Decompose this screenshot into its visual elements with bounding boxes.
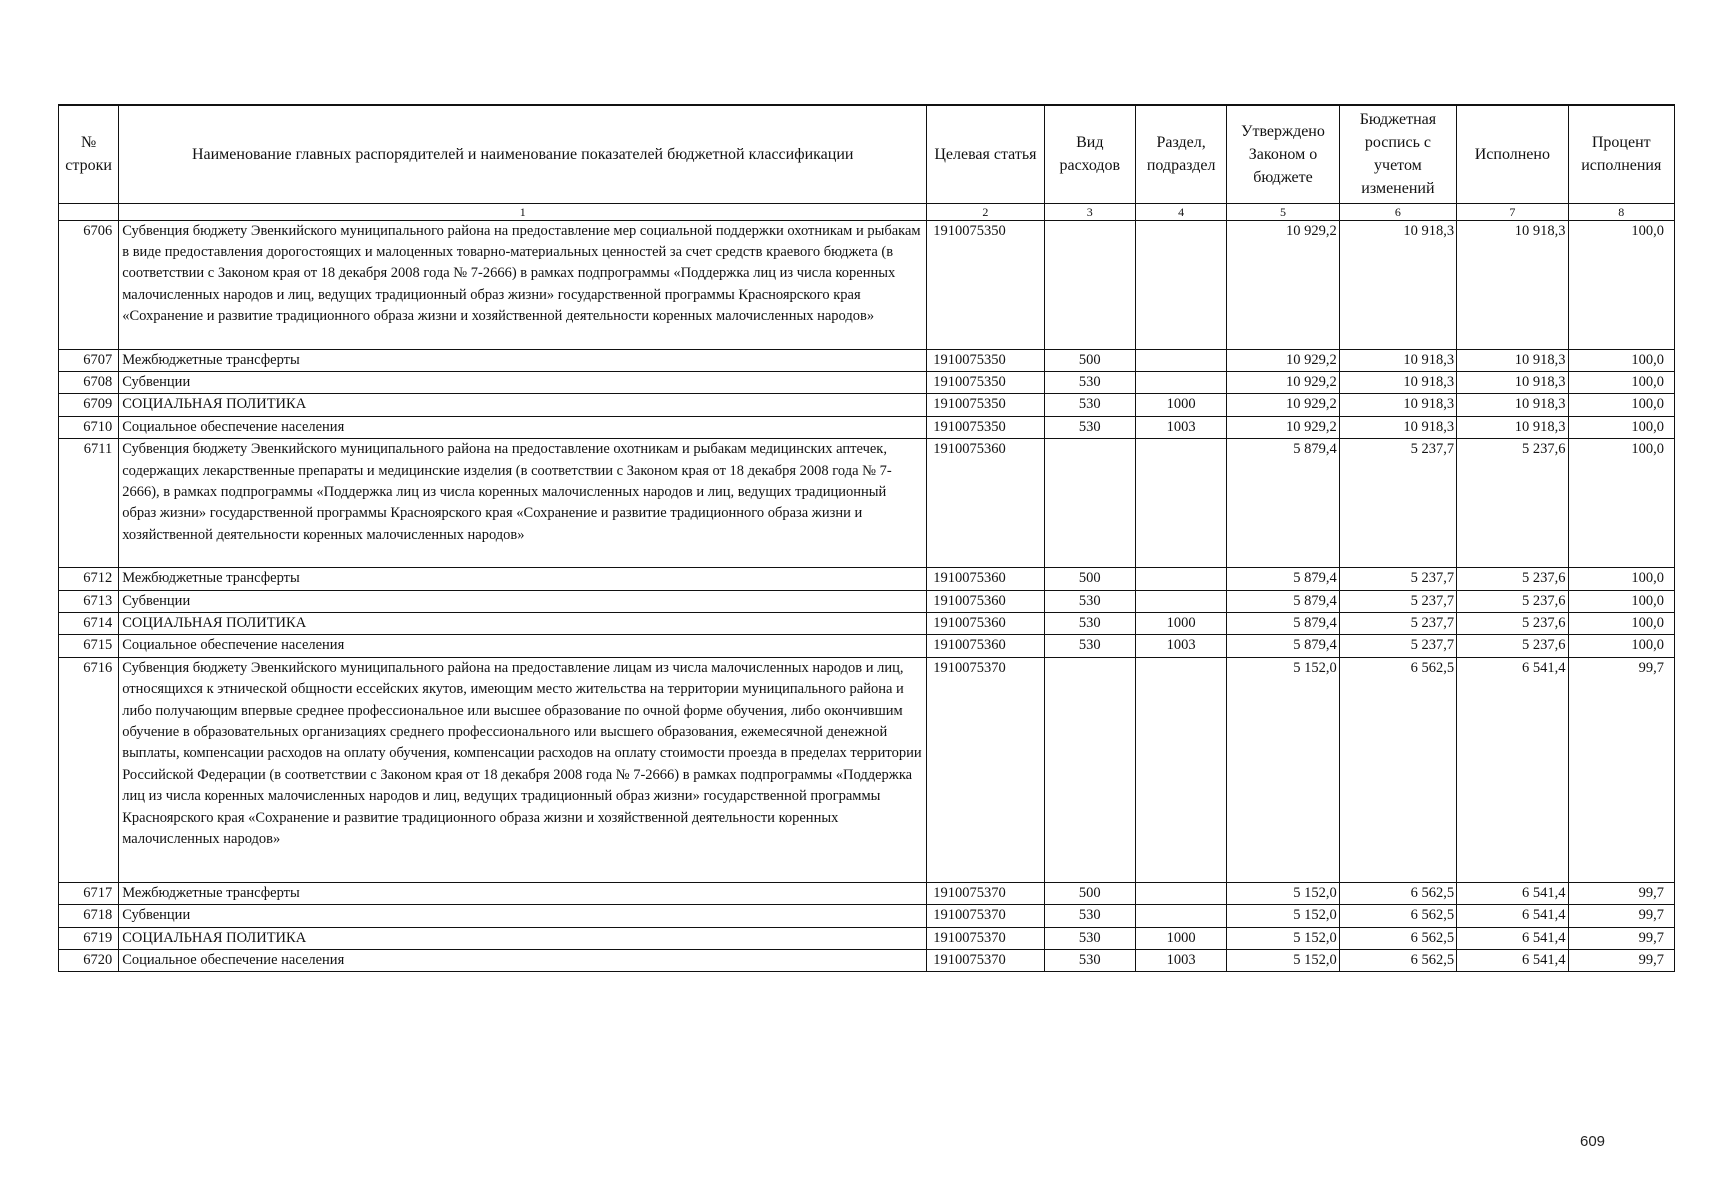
execution-percent: 100,0 (1568, 220, 1674, 349)
target-article-code: 1910075370 (927, 927, 1044, 949)
table-row (59, 927, 1675, 949)
approved-amount: 5 879,4 (1227, 590, 1339, 612)
approved-amount: 10 929,2 (1227, 349, 1339, 371)
row-name: Социальное обеспечение населения (119, 416, 927, 438)
expense-type: 530 (1044, 905, 1135, 927)
executed-amount: 10 918,3 (1457, 371, 1568, 393)
approved-amount: 5 879,4 (1227, 635, 1339, 657)
expense-type: 530 (1044, 394, 1135, 416)
executed-amount: 6 541,4 (1457, 905, 1568, 927)
table-row (59, 439, 1675, 568)
budget-list-amount: 10 918,3 (1339, 220, 1456, 349)
table-row (59, 568, 1675, 590)
column-index: 3 (1044, 203, 1135, 220)
target-article-code: 1910075350 (927, 394, 1044, 416)
column-index: 7 (1457, 203, 1568, 220)
row-name: СОЦИАЛЬНАЯ ПОЛИТИКА (119, 612, 927, 634)
expense-type: 500 (1044, 882, 1135, 904)
expense-type (1044, 220, 1135, 349)
column-index-empty (59, 203, 119, 220)
executed-amount: 6 541,4 (1457, 882, 1568, 904)
approved-amount: 5 152,0 (1227, 882, 1339, 904)
budget-table (58, 104, 1675, 972)
section-code: 1003 (1135, 949, 1226, 971)
header-name: Наименование главных распорядителей и наименование показателей бюджетной классификации (119, 105, 927, 203)
execution-percent: 100,0 (1568, 371, 1674, 393)
section-code (1135, 220, 1226, 349)
column-index: 5 (1227, 203, 1339, 220)
expense-type: 530 (1044, 635, 1135, 657)
table-row (59, 394, 1675, 416)
row-name: Межбюджетные трансферты (119, 568, 927, 590)
budget-list-amount: 6 562,5 (1339, 949, 1456, 971)
section-code: 1000 (1135, 394, 1226, 416)
expense-type (1044, 657, 1135, 882)
row-number: 6711 (59, 439, 119, 568)
section-code: 1003 (1135, 635, 1226, 657)
budget-list-amount: 10 918,3 (1339, 394, 1456, 416)
executed-amount: 6 541,4 (1457, 927, 1568, 949)
executed-amount: 6 541,4 (1457, 657, 1568, 882)
section-code (1135, 882, 1226, 904)
executed-amount: 5 237,6 (1457, 439, 1568, 568)
approved-amount: 5 879,4 (1227, 568, 1339, 590)
section-code (1135, 439, 1226, 568)
table-row (59, 349, 1675, 371)
section-code (1135, 349, 1226, 371)
target-article-code: 1910075360 (927, 439, 1044, 568)
target-article-code: 1910075360 (927, 612, 1044, 634)
column-index: 8 (1568, 203, 1674, 220)
approved-amount: 5 879,4 (1227, 439, 1339, 568)
target-article-code: 1910075370 (927, 882, 1044, 904)
execution-percent: 100,0 (1568, 635, 1674, 657)
execution-percent: 100,0 (1568, 394, 1674, 416)
section-code: 1000 (1135, 927, 1226, 949)
execution-percent: 100,0 (1568, 349, 1674, 371)
row-number: 6719 (59, 927, 119, 949)
table-row (59, 371, 1675, 393)
row-number: 6716 (59, 657, 119, 882)
row-name: Субвенция бюджету Эвенкийского муниципального района на предоставление лицам из числа малочисленных народов и лиц, относящихся к этнической общности ессейских якутов, имеющим место жительства на территории муниципального района и либо получающим впервые среднее профессиональное или высшее образование по очной форме обучения, либо окончившим обучение в образовательных организациях среднего профессионального или высшего образования, ежемесячной денежной выплаты, компенсации расходов на оплату обучения, компенсации расходов на оплату стоимости проезда в пределах территории Российской Федерации (в соответствии с Законом края от 18 декабря 2008 года № 7-2666) в рамках подпрограммы «Поддержка лиц из числа коренных малочисленных народов и лиц, ведущих традиционный образ жизни» государственной программы Красноярского края «Сохранение и развитие традиционного образа жизни и хозяйственной деятельности коренных малочисленных народов» (119, 657, 927, 882)
execution-percent: 99,7 (1568, 657, 1674, 882)
table-row (59, 657, 1675, 882)
executed-amount: 10 918,3 (1457, 394, 1568, 416)
approved-amount: 10 929,2 (1227, 371, 1339, 393)
row-number: 6706 (59, 220, 119, 349)
budget-list-amount: 5 237,7 (1339, 612, 1456, 634)
table-row (59, 949, 1675, 971)
header-approved: Утверждено Законом о бюджете (1227, 105, 1339, 203)
expense-type: 500 (1044, 349, 1135, 371)
header-executed: Исполнено (1457, 105, 1568, 203)
target-article-code: 1910075360 (927, 568, 1044, 590)
budget-list-amount: 10 918,3 (1339, 371, 1456, 393)
executed-amount: 5 237,6 (1457, 635, 1568, 657)
execution-percent: 100,0 (1568, 612, 1674, 634)
expense-type: 530 (1044, 590, 1135, 612)
row-name: Субвенции (119, 371, 927, 393)
table-row (59, 635, 1675, 657)
row-number: 6709 (59, 394, 119, 416)
row-number: 6720 (59, 949, 119, 971)
execution-percent: 99,7 (1568, 882, 1674, 904)
budget-list-amount: 10 918,3 (1339, 416, 1456, 438)
target-article-code: 1910075370 (927, 905, 1044, 927)
budget-list-amount: 6 562,5 (1339, 905, 1456, 927)
approved-amount: 10 929,2 (1227, 394, 1339, 416)
column-index-row (59, 203, 1675, 220)
budget-list-amount: 6 562,5 (1339, 927, 1456, 949)
row-name: Субвенция бюджету Эвенкийского муниципального района на предоставление охотникам и рыбакам медицинских аптечек, содержащих лекарственные препараты и медицинские изделия (в соответствии с Законом края от 18 декабря 2008 года № 7-2666), в рамках подпрограммы «Поддержка лиц из числа коренных малочисленных народов и лиц, ведущих традиционный образ жизни» государственной программы Красноярского края «Сохранение и развитие традиционного образа жизни и хозяйственной деятельности коренных малочисленных народов» (119, 439, 927, 568)
section-code (1135, 568, 1226, 590)
expense-type: 530 (1044, 949, 1135, 971)
header-percent: Процент исполнения (1568, 105, 1674, 203)
row-name: Субвенции (119, 905, 927, 927)
budget-list-amount: 10 918,3 (1339, 349, 1456, 371)
target-article-code: 1910075350 (927, 416, 1044, 438)
table-row (59, 416, 1675, 438)
section-code (1135, 371, 1226, 393)
execution-percent: 100,0 (1568, 568, 1674, 590)
row-number: 6712 (59, 568, 119, 590)
executed-amount: 5 237,6 (1457, 568, 1568, 590)
section-code (1135, 590, 1226, 612)
approved-amount: 5 152,0 (1227, 657, 1339, 882)
budget-list-amount: 6 562,5 (1339, 657, 1456, 882)
expense-type: 530 (1044, 612, 1135, 634)
target-article-code: 1910075370 (927, 949, 1044, 971)
approved-amount: 5 152,0 (1227, 949, 1339, 971)
expense-type: 530 (1044, 416, 1135, 438)
budget-list-amount: 5 237,7 (1339, 568, 1456, 590)
approved-amount: 10 929,2 (1227, 220, 1339, 349)
approved-amount: 5 152,0 (1227, 927, 1339, 949)
section-code (1135, 657, 1226, 882)
row-number: 6717 (59, 882, 119, 904)
row-number: 6708 (59, 371, 119, 393)
execution-percent: 100,0 (1568, 416, 1674, 438)
row-name: Социальное обеспечение населения (119, 949, 927, 971)
row-number: 6707 (59, 349, 119, 371)
row-name: Социальное обеспечение населения (119, 635, 927, 657)
executed-amount: 6 541,4 (1457, 949, 1568, 971)
column-index: 4 (1135, 203, 1226, 220)
executed-amount: 10 918,3 (1457, 349, 1568, 371)
row-number: 6714 (59, 612, 119, 634)
header-expense-type: Вид расходов (1044, 105, 1135, 203)
table-header-row (59, 105, 1675, 203)
table-row (59, 882, 1675, 904)
row-name: СОЦИАЛЬНАЯ ПОЛИТИКА (119, 927, 927, 949)
target-article-code: 1910075370 (927, 657, 1044, 882)
approved-amount: 10 929,2 (1227, 416, 1339, 438)
header-row-num: № строки (59, 105, 119, 203)
column-index: 2 (927, 203, 1044, 220)
row-number: 6713 (59, 590, 119, 612)
execution-percent: 100,0 (1568, 590, 1674, 612)
section-code (1135, 905, 1226, 927)
budget-list-amount: 5 237,7 (1339, 439, 1456, 568)
executed-amount: 5 237,6 (1457, 612, 1568, 634)
column-index: 1 (119, 203, 927, 220)
table-row (59, 590, 1675, 612)
target-article-code: 1910075360 (927, 590, 1044, 612)
table-row (59, 612, 1675, 634)
row-name: Межбюджетные трансферты (119, 349, 927, 371)
row-name: Межбюджетные трансферты (119, 882, 927, 904)
approved-amount: 5 879,4 (1227, 612, 1339, 634)
row-number: 6718 (59, 905, 119, 927)
budget-list-amount: 6 562,5 (1339, 882, 1456, 904)
expense-type (1044, 439, 1135, 568)
executed-amount: 5 237,6 (1457, 590, 1568, 612)
expense-type: 530 (1044, 927, 1135, 949)
executed-amount: 10 918,3 (1457, 416, 1568, 438)
table-row (59, 905, 1675, 927)
section-code: 1000 (1135, 612, 1226, 634)
header-section: Раздел, подраздел (1135, 105, 1226, 203)
target-article-code: 1910075350 (927, 349, 1044, 371)
budget-list-amount: 5 237,7 (1339, 590, 1456, 612)
approved-amount: 5 152,0 (1227, 905, 1339, 927)
target-article-code: 1910075350 (927, 371, 1044, 393)
row-name: СОЦИАЛЬНАЯ ПОЛИТИКА (119, 394, 927, 416)
execution-percent: 100,0 (1568, 439, 1674, 568)
execution-percent: 99,7 (1568, 905, 1674, 927)
executed-amount: 10 918,3 (1457, 220, 1568, 349)
expense-type: 530 (1044, 371, 1135, 393)
column-index: 6 (1339, 203, 1456, 220)
expense-type: 500 (1044, 568, 1135, 590)
header-target-article: Целевая статья (927, 105, 1044, 203)
target-article-code: 1910075350 (927, 220, 1044, 349)
budget-list-amount: 5 237,7 (1339, 635, 1456, 657)
table-row (59, 220, 1675, 349)
header-budget-list: Бюджетная роспись с учетом изменений (1339, 105, 1456, 203)
section-code: 1003 (1135, 416, 1226, 438)
page-number: 609 (1580, 1133, 1606, 1150)
row-name: Субвенция бюджету Эвенкийского муниципального района на предоставление мер социальной поддержки охотникам и рыбакам в виде предоставления дорогостоящих и малоценных товарно-материальных ценностей за счет средств краевого бюджета (в соответствии с Законом края от 18 декабря 2008 года № 7-2666) в рамках подпрограммы «Поддержка лиц из числа коренных малочисленных народов и лиц, ведущих традиционный образ жизни» государственной программы Красноярского края «Сохранение и развитие традиционного образа жизни и хозяйственной деятельности коренных малочисленных народов» (119, 220, 927, 349)
row-number: 6715 (59, 635, 119, 657)
execution-percent: 99,7 (1568, 949, 1674, 971)
row-number: 6710 (59, 416, 119, 438)
execution-percent: 99,7 (1568, 927, 1674, 949)
row-name: Субвенции (119, 590, 927, 612)
target-article-code: 1910075360 (927, 635, 1044, 657)
table-body (59, 220, 1675, 972)
